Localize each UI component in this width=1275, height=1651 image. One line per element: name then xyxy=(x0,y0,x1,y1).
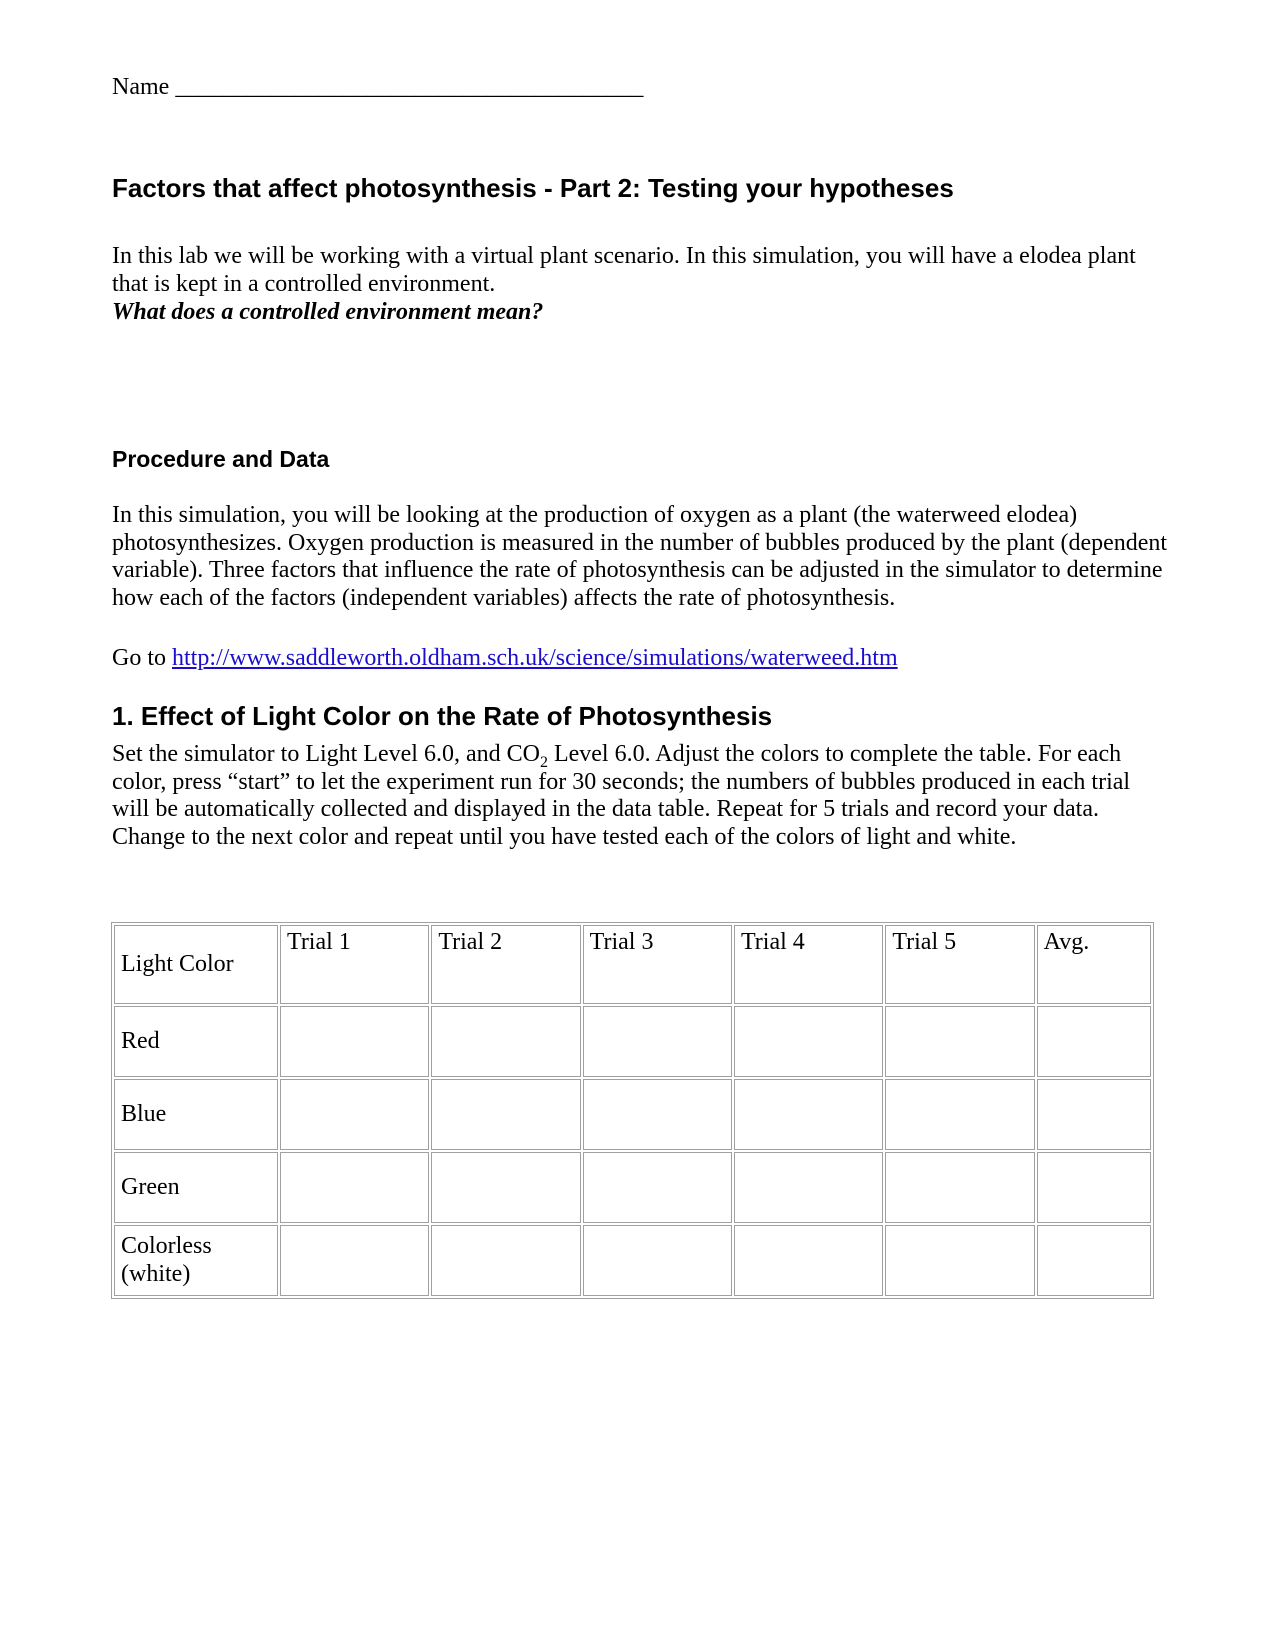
avg-cell[interactable] xyxy=(1037,1152,1151,1223)
section1-heading: 1. Effect of Light Color on the Rate of Photosynthesis xyxy=(112,701,773,731)
input-cell[interactable] xyxy=(885,1079,1034,1150)
input-cell[interactable] xyxy=(885,1006,1034,1077)
header-trial-4: Trial 4 xyxy=(734,925,883,1004)
input-cell[interactable] xyxy=(280,1225,429,1296)
light-color-data-table xyxy=(111,922,1154,1299)
row-label-green: Green xyxy=(114,1152,278,1223)
section1-text-part1: Set the simulator to Light Level 6.0, and CO xyxy=(112,741,540,767)
input-cell[interactable] xyxy=(583,1006,732,1077)
header-avg: Avg. xyxy=(1037,925,1151,1004)
input-cell[interactable] xyxy=(280,1152,429,1223)
table-row xyxy=(114,1152,1151,1223)
table-row xyxy=(114,1006,1151,1077)
goto-line xyxy=(112,645,898,673)
input-cell[interactable] xyxy=(885,1225,1034,1296)
name-label: Name xyxy=(112,74,170,100)
input-cell[interactable] xyxy=(280,1079,429,1150)
header-trial-3: Trial 3 xyxy=(583,925,732,1004)
table-row xyxy=(114,1079,1151,1150)
avg-cell[interactable] xyxy=(1037,1006,1151,1077)
input-cell[interactable] xyxy=(734,1006,883,1077)
procedure-heading: Procedure and Data xyxy=(112,446,330,472)
section1-text-part2: Level 6.0. Adjust the colors to complete the table. For each color, press “start” to let the experiment run for 30 seconds; the numbers of bubbles produced in each trial will be automatically collected and displayed in the data table. Repeat for 5 trials and record your data. Change to the next color and repeat until you have tested each of the colors of light and white. xyxy=(112,741,1131,850)
input-cell[interactable] xyxy=(431,1006,580,1077)
procedure-paragraph: In this simulation, you will be looking at the production of oxygen as a plant (the waterweed elodea) photosynthesizes. Oxygen production is measured in the number of bubbles produced by the plant (dependent variable). Three factors that influence the rate of photosynthesis can be adjusted in the simulator to determine how each of the factors (independent variables) affects the rate of photosynthesis. xyxy=(112,502,1168,611)
table-header-row xyxy=(114,925,1151,1004)
name-blank[interactable]: _______________________________________ xyxy=(175,74,644,100)
avg-cell[interactable] xyxy=(1037,1225,1151,1296)
goto-label: Go to xyxy=(112,645,166,671)
co2-subscript: 2 xyxy=(539,753,548,771)
input-cell[interactable] xyxy=(583,1152,732,1223)
intro-paragraph: In this lab we will be working with a virtual plant scenario. In this simulation, you will have a elodea plant that is kept in a controlled environment. xyxy=(112,243,1136,297)
input-cell[interactable] xyxy=(734,1152,883,1223)
input-cell[interactable] xyxy=(734,1079,883,1150)
table-row xyxy=(114,1225,1151,1296)
page-title: Factors that affect photosynthesis - Part 2: Testing your hypotheses xyxy=(112,173,954,203)
input-cell[interactable] xyxy=(431,1079,580,1150)
input-cell[interactable] xyxy=(583,1225,732,1296)
header-trial-5: Trial 5 xyxy=(885,925,1034,1004)
input-cell[interactable] xyxy=(885,1152,1034,1223)
input-cell[interactable] xyxy=(280,1006,429,1077)
simulation-link[interactable]: http://www.saddleworth.oldham.sch.uk/science/simulations/waterweed.htm xyxy=(172,645,898,671)
row-label-blue: Blue xyxy=(114,1079,278,1150)
input-cell[interactable] xyxy=(431,1152,580,1223)
controlled-environment-question: What does a controlled environment mean? xyxy=(112,299,544,325)
section1-instructions xyxy=(112,741,1172,851)
row-label-colorless: Colorless (white) xyxy=(114,1225,278,1296)
avg-cell[interactable] xyxy=(1037,1079,1151,1150)
row-label-red: Red xyxy=(114,1006,278,1077)
header-trial-2: Trial 2 xyxy=(431,925,580,1004)
input-cell[interactable] xyxy=(734,1225,883,1296)
input-cell[interactable] xyxy=(583,1079,732,1150)
input-cell[interactable] xyxy=(431,1225,580,1296)
header-light-color: Light Color xyxy=(114,925,278,1004)
name-line[interactable] xyxy=(112,74,643,102)
header-trial-1: Trial 1 xyxy=(280,925,429,1004)
